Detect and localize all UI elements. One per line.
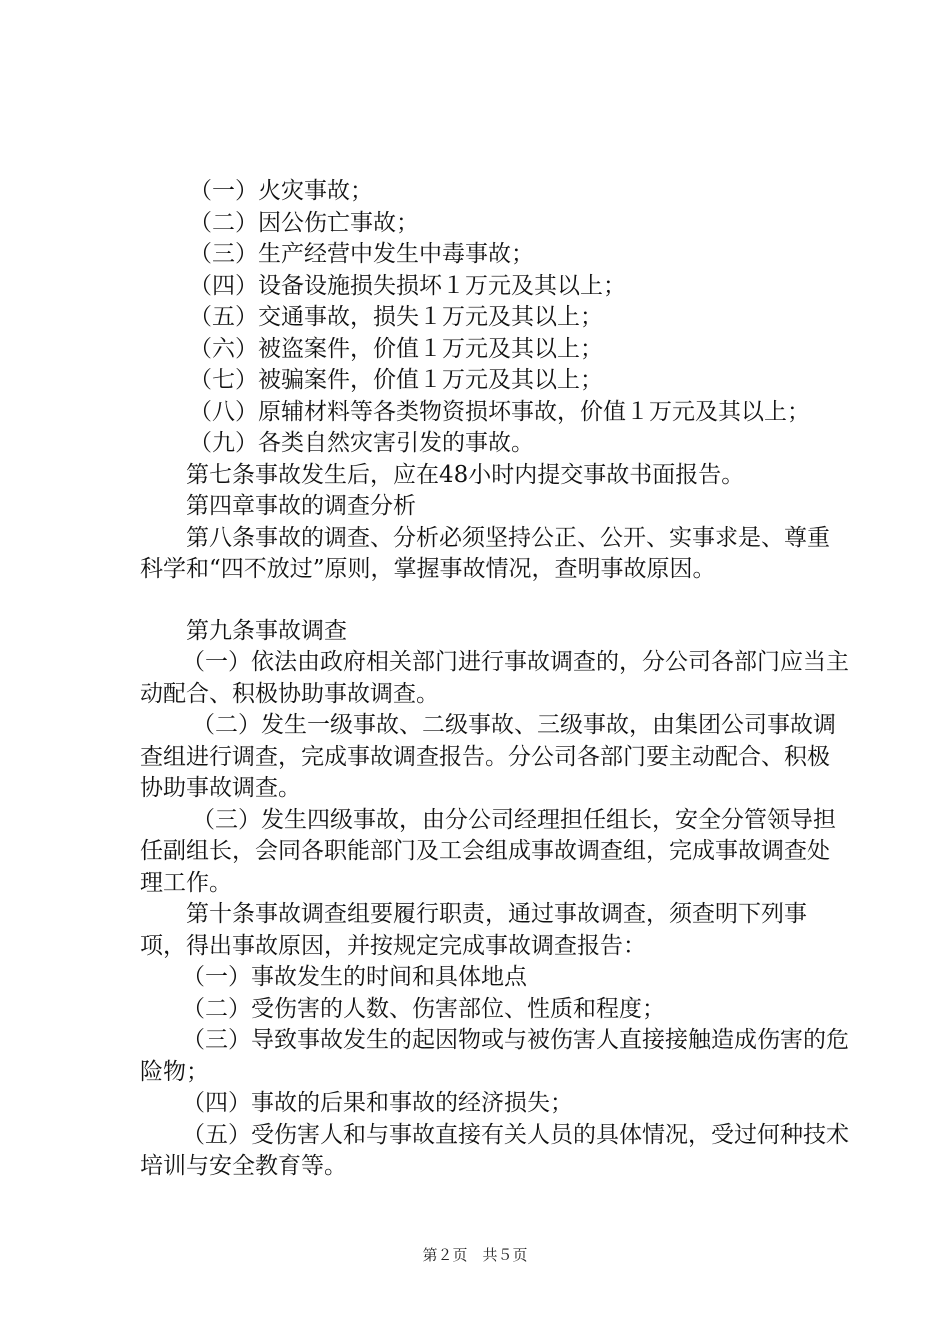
list-item: （八）原辅材料等各类物资损坏事故，价值１万元及其以上； [189,398,810,425]
list-item: （五）受伤害人和与事故直接有关人员的具体情况，受过何种技术培训与安全教育等。 [140,1121,849,1179]
list-item: （六）被盗案件，价值１万元及其以上； [189,335,603,362]
list-item: （二）因公伤亡事故； [189,209,419,236]
list-item: （七）被骗案件，价值１万元及其以上； [189,367,603,393]
article-10: 第十条事故调查组要履行职责，通过事故调查，须查明下列事项，得出事故原因，并按规定完成事故调查报告： [140,901,807,959]
list-item: （二）受伤害的人数、伤害部位、性质和程度； [182,995,665,1022]
document-body [140,176,850,1183]
list-item: （三）发生四级事故，由分公司经理担任组长，安全分管领导担任副组长，会同各职能部门及工会组成事故调查组，完成事故调查处理工作。 [140,806,836,896]
list-item: （三）导致事故发生的起因物或与被伤害人直接接触造成伤害的危险物； [140,1027,849,1085]
article-7: 第七条事故发生后，应在48小时内提交事故书面报告。 [186,461,745,488]
article-9-title: 第九条事故调查 [186,617,347,644]
chapter-heading: 第四章事故的调查分析 [186,493,416,519]
list-item: （九）各类自然灾害引发的事故。 [189,430,534,456]
page-footer: 第２页 共５页 [422,1246,528,1264]
list-item: （四）设备设施损失损坏１万元及其以上； [189,272,626,299]
list-item: （二）发生一级事故、二级事故、三级事故，由集团公司事故调查组进行调查，完成事故调查报告。分公司各部门要主动配合、积极协助事故调查。 [140,712,836,801]
paragraph-gap [140,586,850,616]
list-item: （一）火灾事故； [189,178,373,204]
article-8: 第八条事故的调查、分析必须坚持公正、公开、实事求是、尊重科学和“四不放过”原则，掌握事故情况，查明事故原因。 [140,524,830,582]
list-item: （四）事故的后果和事故的经济损失； [182,1090,573,1116]
list-item: （一）事故发生的时间和具体地点 [182,964,527,990]
list-item: （五）交通事故，损失１万元及其以上； [189,304,603,330]
list-item: （三）生产经营中发生中毒事故； [189,241,534,267]
list-item: （一）依法由政府相关部门进行事故调查的，分公司各部门应当主动配合、积极协助事故调查。 [140,649,849,707]
